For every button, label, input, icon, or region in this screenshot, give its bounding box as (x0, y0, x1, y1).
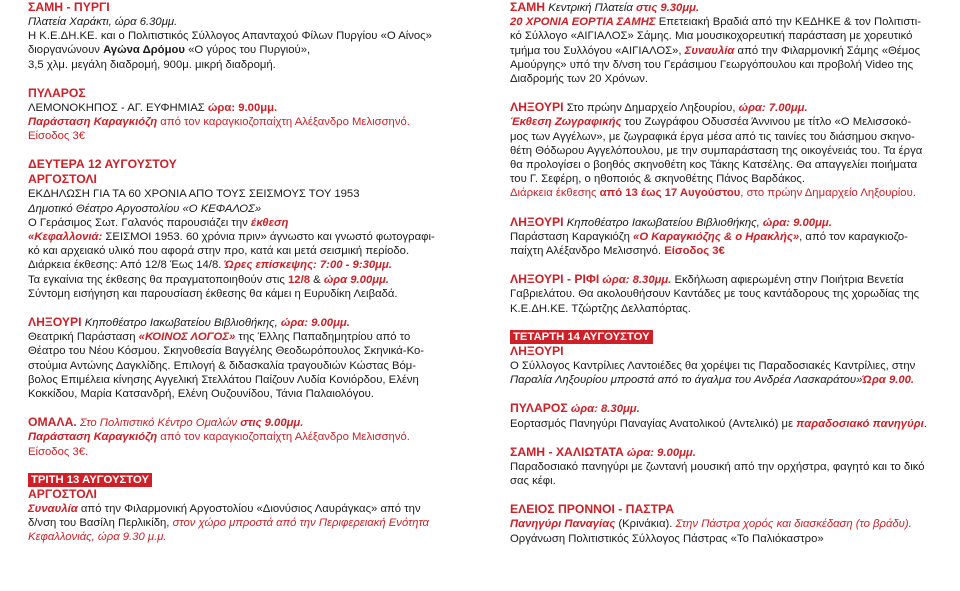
entry-price: Είσοδος 3€. (28, 445, 89, 458)
text-line: κό και αρχειακό υλικό που αφορά στην προ, κατά και μετά σεισμική περίοδο. (28, 245, 410, 258)
place-line: ΛΗΞΟΥΡΙ - ΡΙΦΙ ώρα: 8.30μμ. Εκδήλωση αφιερωμένη στην Ποιήτρια Βενετία (510, 272, 904, 287)
event-lixouri-exhibition (510, 100, 942, 200)
text-line: διοργανώνουν Αγώνα Δρόμου «Ο γύρος του Πυργιού», (28, 44, 311, 57)
text-line: Παράσταση Καραγκιόζη «Ο Καραγκιόζης & ο Ηρακλής», από τον καραγκιοζο- (510, 230, 908, 243)
text-line: Η Κ.Ε.ΔΗ.ΚΕ. και ο Πολιτιστικός Σύλλογος Απανταχού Φίλων Πυργίου «Ο Αίνος» (28, 30, 432, 43)
event-eleios (510, 502, 942, 545)
text-line: Θέατρο του Νέου Κόσμου. Σκηνοθεσία Βαγγέλης Θεοδωρόπουλος Σκηνικά-Κο- (28, 345, 425, 358)
text-line: τμήμα του Συλλόγου «ΑΙΓΙΑΛΟΣ», Συναυλία από την Φιλαρμονική Σάμης «Θέμος (510, 44, 921, 57)
date-heading-monday: ΔΕΥΤΕΡΑ 12 ΑΥΓΟΥΣΤΟΥ (28, 157, 177, 172)
text-line: Κ.Ε.ΔΗ.ΚΕ. Τζώρτζης Δελλαπόρτας. (510, 302, 691, 315)
text-line: δ/νση του Βασίλη Περλικίδη, στον χώρο μπροστά από την Περιφερειακή Ενότητα (28, 517, 429, 530)
event-tuesday (28, 473, 458, 545)
text-line: Κοκκίδου, Μαρία Κατσανδρή, Ελένη Ουζουνίδου, Τάνια Παλαιολόγου. (28, 388, 374, 401)
text-line: θα προλογίσει ο βοηθός σκηνοθέτη κος Τάκης Κατσέλης. Θα απαγγελίει ποιήματα (510, 159, 918, 172)
text-line: 20 ΧΡΟΝΙΑ ΕΟΡΤΙΑ ΣΑΜΗΣ Επετειακή Βραδιά από την ΚΕΔΗΚΕ & τον Πολιτιστι- (510, 16, 922, 29)
event-samh-haliotata (510, 445, 942, 489)
text-line: Πανηγύρι Παναγίας (Κρινάκια). Στην Πάστρα χορός και διασκέδαση (το βράδυ). (510, 518, 912, 531)
place-line: ΠΥΛΑΡΟΣ ώρα: 8.30μμ. (510, 401, 640, 416)
text-line: Έκθεση Ζωγραφικής του Ζωγράφου Οδυσσέα Άννινου με τίτλο «Ο Μελισσοκό- (510, 116, 912, 129)
place-line: ΣΑΜΗ - ΧΑΛΙΩΤΑΤΑ ώρα: 9.00μμ. (510, 444, 696, 459)
text-line: Τα εγκαίνια της έκθεσης θα πραγματοποιηθούν στις 12/8 & ώρα 9.00μμ. (28, 273, 389, 286)
place-heading: ΕΛΕΙΟΣ ΠΡΟΝΝΟΙ - ΠΑΣΤΡΑ (510, 502, 675, 517)
text-line: Ο Σύλλογος Καντρίλιες Λαντοιέδες θα χορέψει τις Παραδοσιακές Καντρίλιες, στην (510, 360, 916, 373)
heading-pylaros: ΠΥΛΑΡΟΣ (28, 85, 86, 100)
place-line: ΛΕΜΟΝΟΚΗΠΟΣ - ΑΓ. ΕΥΦΗΜΙΑΣ ώρα: 9.00μμ. (28, 101, 278, 114)
place-line: ΟΜΑΛΑ. Στο Πολιτιστικό Κέντρο Ομαλών στις 9.00μμ. (28, 415, 304, 430)
place-line: ΛΗΞΟΥΡΙ Κηποθέατρο Ιακωβατείου Βιβλιοθήκης, ώρα: 9.00μμ. (510, 214, 832, 229)
event-monday (28, 157, 458, 301)
show-line: Παράσταση Καραγκιόζη από τον καραγκιοζοπαίχτη Αλέξανδρο Μελισσηνό. (28, 116, 410, 129)
show-line: Παράσταση Καραγκιόζη από τον καραγκιοζοπαίχτη Αλέξανδρο Μελισσηνό. (28, 431, 410, 444)
text-line: θέτη Θόδωρου Αγγελόπουλου, με την συμπαράσταση της οικογένειάς του. Τα έργα (510, 144, 923, 157)
text-line: Παραλία Ληξουρίου μπροστά από το άγαλμα του Ανδρέα Λασκαράτου»Ώρα 9.00. (510, 374, 915, 387)
town-heading: ΑΡΓΟΣΤΟΛΙ (28, 487, 97, 502)
event-pylaros (28, 86, 458, 144)
event-title: ΕΚΔΗΛΩΣΗ ΓΙΑ ΤΑ 60 ΧΡΟΝΙΑ ΑΠΟ ΤΟΥΣ ΣΕΙΣΜΟΥΣ ΤΟΥ 1953 (28, 188, 360, 201)
date-heading-wednesday: ΤΕΤΑΡΤΗ 14 ΑΥΓΟΥΣΤΟΥ (510, 330, 942, 344)
text-line: στούμια Αντώνης Δαγκλίδης. Επιλογή & διδασκαλία τραγουδιών Κώστας Βόμ- (28, 359, 417, 372)
place-line: ΣΑΜΗ Κεντρική Πλατεία στις 9.30μμ. (510, 0, 700, 14)
text-line: βολος Επιμέλεια κίνησης Αγγελική Στελλάτου Παίζουν Λυδία Κονιόρδου, Ελένη (28, 373, 419, 386)
text-line: Οργάνωση Πολιτιστικός Σύλλογος Πάστρας «Το Παλιόκαστρο» (510, 532, 824, 545)
date-heading-tuesday: ΤΡΙΤΗ 13 ΑΥΓΟΥΣΤΟΥ (28, 473, 458, 487)
heading-samh-pyrgi: ΣΑΜΗ - ΠΥΡΓΙ (28, 0, 110, 14)
venue: Δημοτικό Θέατρο Αργοστολίου «Ο ΚΕΦΑΛΟΣ» (28, 202, 262, 215)
town-heading: ΛΗΞΟΥΡΙ (510, 344, 564, 359)
text-line: Διάρκεια έκθεσης: Από 12/8 Έως 14/8. Ώρες επίσκεψης: 7:00 - 9:30μμ. (28, 259, 392, 272)
text-line: Γαβριελάτου. Θα ακολουθήσουν Καντάδες με τους καντάδορους της χορωδίας της (510, 288, 920, 301)
town-heading: ΑΡΓΟΣΤΟΛΙ (28, 172, 97, 187)
place-line: ΛΗΞΟΥΡΙ Κηποθέατρο Ιακωβατείου Βιβλιοθήκης, ώρα: 9.00μμ. (28, 315, 350, 330)
text-line: Θεατρική Παράσταση «ΚΟΙΝΟΣ ΛΟΓΟΣ» της Έλλης Παπαδημητρίου από το (28, 331, 411, 344)
right-column (510, 0, 942, 546)
event-samh-pyrgi (28, 0, 458, 72)
event-lixouri-left (28, 315, 458, 401)
text-line: Εορτασμός Πανηγύρι Παναγίας Ανατολικού (Αντελικό) με παραδοσιακό πανηγύρι. (510, 417, 927, 430)
event-lixouri-rifi (510, 272, 942, 316)
text-line: Διάρκεια έκθεσης από 13 έως 17 Αυγούστου, στο πρώην Δημαρχείο Ληξουρίου. (510, 187, 916, 200)
text-line: Συναυλία από την Φιλαρμονική Αργοστολίου «Διονύσιος Λαυράγκας» από την (28, 503, 421, 516)
place-line: ΛΗΞΟΥΡΙ Στο πρώην Δημαρχείο Ληξουρίου, ώρα: 7.00μμ. (510, 100, 808, 115)
place-time: Πλατεία Χαράκτι, ώρα 6.30μμ. (28, 16, 178, 28)
left-column (28, 0, 458, 545)
event-wednesday (510, 330, 942, 388)
text-line: Κεφαλλονιάς, ώρα 9.30 μ.μ. (28, 531, 167, 544)
event-lixouri-karagiozis (510, 215, 942, 259)
text-line: «Κεφαλλονιά: ΣΕΙΣΜΟΙ 1953. 60 χρόνια πριν» άγνωστο και γνωστό φωτογραφι- (28, 231, 435, 244)
text-line: Παραδοσιακό πανηγύρι με ζωντανή μουσική από την ορχήστρα, φαγητό και το δικό σας κέφι. (510, 461, 925, 488)
event-samh (510, 0, 942, 86)
text-line: του Γ. Σεφέρη, ο ηθοποιός & σκηνοθέτης Πάνος Βαρδάκος. (510, 173, 805, 186)
text-line: κό Σύλλογο «ΑΙΓΙΑΛΟΣ» Σάμης. Μια μουσικοχορευτική παράσταση με χορευτικό (510, 30, 913, 43)
event-pylaros-panigyri (510, 401, 942, 430)
event-omala (28, 415, 458, 459)
text-line: παίχτη Αλέξανδρο Μελισσηνό. Είσοδος 3€ (510, 245, 725, 258)
text-line: μος των Αγγέλων», με ζωγραφικά έργα μέσα από τις ταινίες του διάσημου σκηνο- (510, 130, 915, 143)
text-line: Διαδρομής των 20 Χρόνων. (510, 73, 649, 86)
text-line: 3,5 χλμ. μεγάλη διαδρομή, 900μ. μικρή διαδρομή. (28, 58, 276, 71)
entry-price: Είσοδος 3€ (28, 130, 86, 143)
text-line: Ο Γεράσιμος Σωτ. Γαλανός παρουσιάζει την έκθεση (28, 216, 289, 229)
text-line: Σύντομη εισήγηση και παρουσίαση έκθεσης θα κάμει η Ευρυδίκη Λειβαδά. (28, 287, 398, 300)
text-line: Αμούργης» υπό την δ/νση του Γεράσιμου Γεωργόπουλου και προβολή Video της (510, 58, 914, 71)
